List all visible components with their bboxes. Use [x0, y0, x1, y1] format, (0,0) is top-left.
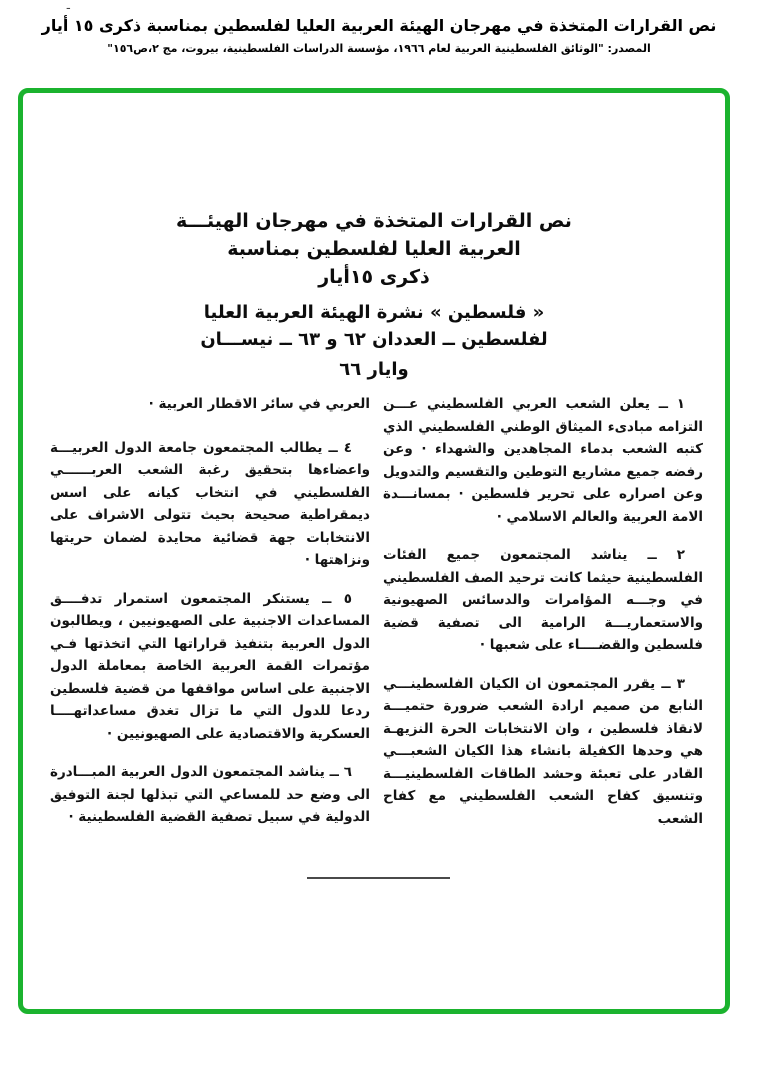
page-header: [0, 16, 758, 55]
document-subtitle-line-3: وايار ٦٦: [339, 359, 409, 380]
document-title: [23, 207, 725, 291]
document-frame: [18, 88, 730, 1014]
scan-dash-artifact: -: [66, 1, 71, 16]
paragraph-3: ٣ ــ يقرر المجتمعون ان الكيان الفلسطينـــي النابع من صميم ارادة الشعب ضرورة حتميـــة لانقاذ فلسطين ، وان الانتخابات الحرة النزيهـة هي وحدها الكفيلة بانشاء هذا الكيان الشعبـــي القادر على تعبئة وحشد الطاقات الفلسطينيـــة وتنسيق كفاح الشعب الفلسطيني مع كفاح الشعب: [383, 675, 703, 827]
column-left: [50, 393, 370, 846]
document-subtitle-line-2: لفلسطين ــ العددان ٦٢ و ٦٣ ــ نيســـان: [200, 329, 548, 350]
document-subtitle: [23, 299, 725, 383]
paragraph-6: ٦ ــ يناشد المجتمعون الدول العربية المبـــادرة الى وضع حد للمساعي التي تبذلها لجنة التوفيق الدولية في سبيل تصفية القضية الفلسطينية ·: [50, 764, 370, 825]
scan-line-artifact: [307, 877, 450, 879]
document-title-line-1: نص القرارات المتخذة في مهرجان الهيئـــة: [176, 210, 572, 232]
paragraph-2: ٢ ــ يناشد المجتمعون جميع الفئات الفلسطينية حيثما كانت ترحيد الصف الفلسطيني في وجـــه المؤامرات والدسائس الصهيونية والاستعماريـــة الرامية الى تصفية قضية فلسطين والقضــــاء على شعبها ·: [383, 547, 703, 653]
paragraph-5: ٥ ــ يستنكر المجتمعون استمرار تدفــــق المساعدات الاجنبية على الصهيونيين ، ويطالبون الدول العربية بتنفيذ قراراتها التي اتخذتها فـي مؤتمرات القمة العربية الخاصة بمعاملة الدول الاجنبية على اساس مواقفها من قضية فلسطين ردعا للدول التي ما تزال تغدق مساعداتهــــا العسكرية والاقتصادية على الصهيونيين ·: [50, 590, 370, 742]
header-source: المصدر: "الوثائق الفلسطينية العربية لعام ١٩٦٦، مؤسسة الدراسات الفلسطينية، بيروت، مج ٢،ص١٥٦": [107, 42, 651, 55]
paragraph-4: ٤ ــ يطالب المجتمعون جامعة الدول العربيـــة واعضاءها بتحقيق رغبة الشعب العربــــــي الفلسطيني في انتخاب كيانه على اسس ديمقراطية صحيحة بحيث تتولى الاشراف على الانتخابات جهة قضائية محايدة لضمان حريتها ونزاهتها ·: [50, 439, 370, 568]
document-subtitle-line-1: « فلسطين » نشرة الهيئة العربية العليا: [203, 302, 545, 323]
document-title-line-3: ذكرى ١٥أيار: [318, 266, 430, 288]
column-right: [383, 393, 703, 846]
two-column-text: [50, 393, 703, 846]
paragraph-1: ١ ــ يعلن الشعب العربي الفلسطيني عـــن التزامه مبادىء الميثاق الوطني الفلسطيني الذي كتبه الشعب بدماء المجاهدين والشهداء · وعن رفضه جميع مشاريع التوطين والتقسيم والتدويل وعن اصراره على تحرير فلسطين · بمسانـــدة الامة العربية والعالم الاسلامي ·: [383, 396, 703, 525]
document-body: [23, 93, 725, 1009]
paragraph-3-continuation: العربي في سائر الاقطار العربية ·: [148, 396, 370, 412]
header-title: نص القرارات المتخذة في مهرجان الهيئة العربية العليا لفلسطين بمناسبة ذكرى ١٥ أيار: [41, 16, 717, 35]
document-title-line-2: العربية العليا لفلسطين بمناسبة: [227, 238, 521, 260]
